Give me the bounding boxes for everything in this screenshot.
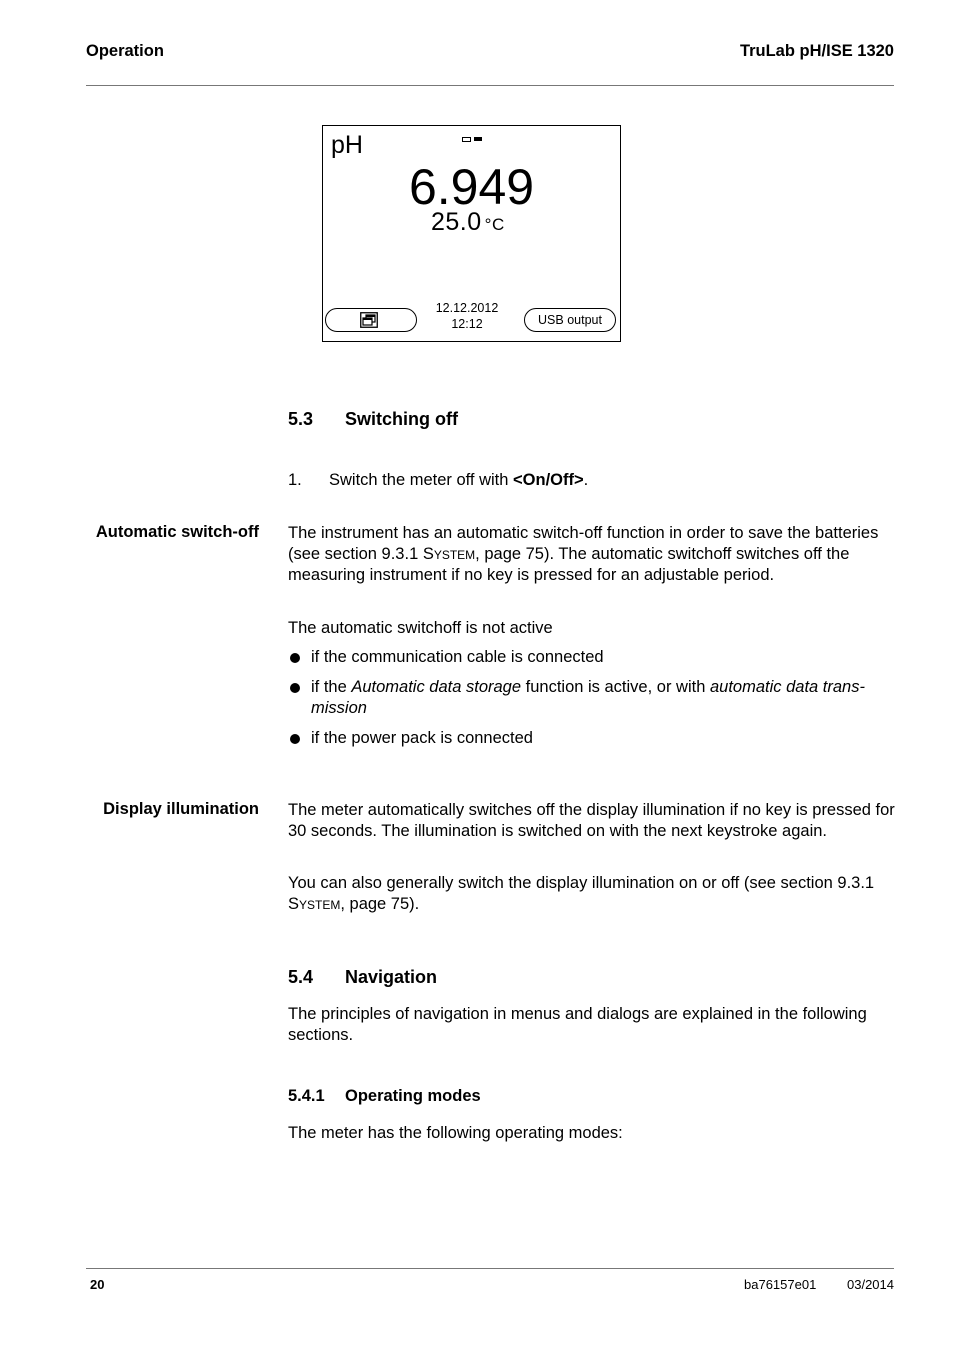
document-number: ba76157e01 [744, 1277, 817, 1292]
system-ref: System [422, 545, 476, 563]
margin-label-auto-switch-off: Automatic switch-off [95, 523, 259, 541]
running-header-left: Operation [86, 42, 164, 60]
bullet-dot [290, 734, 300, 744]
document-date: 03/2014 [847, 1277, 894, 1292]
system-ref: System [288, 895, 341, 913]
display-value: 6.949 [408, 159, 535, 215]
stability-indicator-icon [462, 136, 482, 142]
left-softkey[interactable] [325, 308, 417, 332]
illumination-paragraph-2: You can also generally switch the display illumination on or off (see section 9.3.1 System, page 75). [288, 874, 875, 913]
running-header-right: TruLab pH/ISE 1320 [739, 42, 894, 60]
operating-modes-paragraph: The meter has the following operating modes: [288, 1124, 623, 1142]
display-datetime [423, 300, 511, 332]
auto-switch-off-paragraph-2: The automatic switchoff is not active [288, 619, 553, 637]
section-5-4-number: 5.4 [288, 967, 314, 987]
bullet-item-3: if the power pack is connected [288, 728, 900, 749]
display-date: 12.12.2012 [435, 301, 499, 315]
display-unit: pH [331, 131, 363, 159]
navigation-paragraph: The principles of navigation in menus and dialogs are explained in the following sections. [288, 1005, 867, 1044]
step-text: Switch the meter off with <On/Off>. [329, 471, 589, 489]
header-rule [86, 85, 894, 86]
step-1 [288, 470, 900, 491]
page-number: 20 [90, 1277, 105, 1292]
section-5-3-title: Switching off [345, 409, 458, 429]
temperature-unit: °C [484, 215, 505, 234]
on-off-key: <On/Off> [513, 471, 584, 489]
margin-label-display-illumination: Display illumination [103, 800, 259, 818]
bullet-dot [290, 683, 300, 693]
window-stack-icon [360, 312, 378, 328]
step-number: 1. [288, 471, 302, 489]
auto-switch-off-paragraph-1: The instrument has an automatic switch-off function in order to save the batteries (see section 9.3.1 System, page 75). The automatic switchoff switches off the measuring instrument if no key is pressed for an adjustable period. [288, 524, 879, 584]
section-5-3-number: 5.3 [288, 409, 314, 429]
display-temperature [431, 208, 505, 237]
footer-rule [86, 1268, 894, 1269]
temperature-value: 25.0 [431, 208, 482, 236]
bullet-item-2: if the Automatic data storage function is active, or with automatic data trans-mission [288, 677, 900, 719]
bullet-dot [290, 653, 300, 663]
section-5-4-1-number: 5.4.1 [288, 1087, 325, 1105]
display-time: 12:12 [451, 317, 483, 331]
section-5-4-title: Navigation [345, 967, 438, 987]
usb-output-softkey[interactable]: USB output [524, 308, 616, 332]
illumination-paragraph-1: The meter automatically switches off the display illumination if no key is pressed for 30 seconds. The illumination is switched on with the next keystroke again. [288, 801, 895, 840]
meter-display [322, 125, 621, 342]
section-5-4-1-title: Operating modes [345, 1087, 481, 1105]
bullet-item-1: if the communication cable is connected [288, 647, 900, 668]
